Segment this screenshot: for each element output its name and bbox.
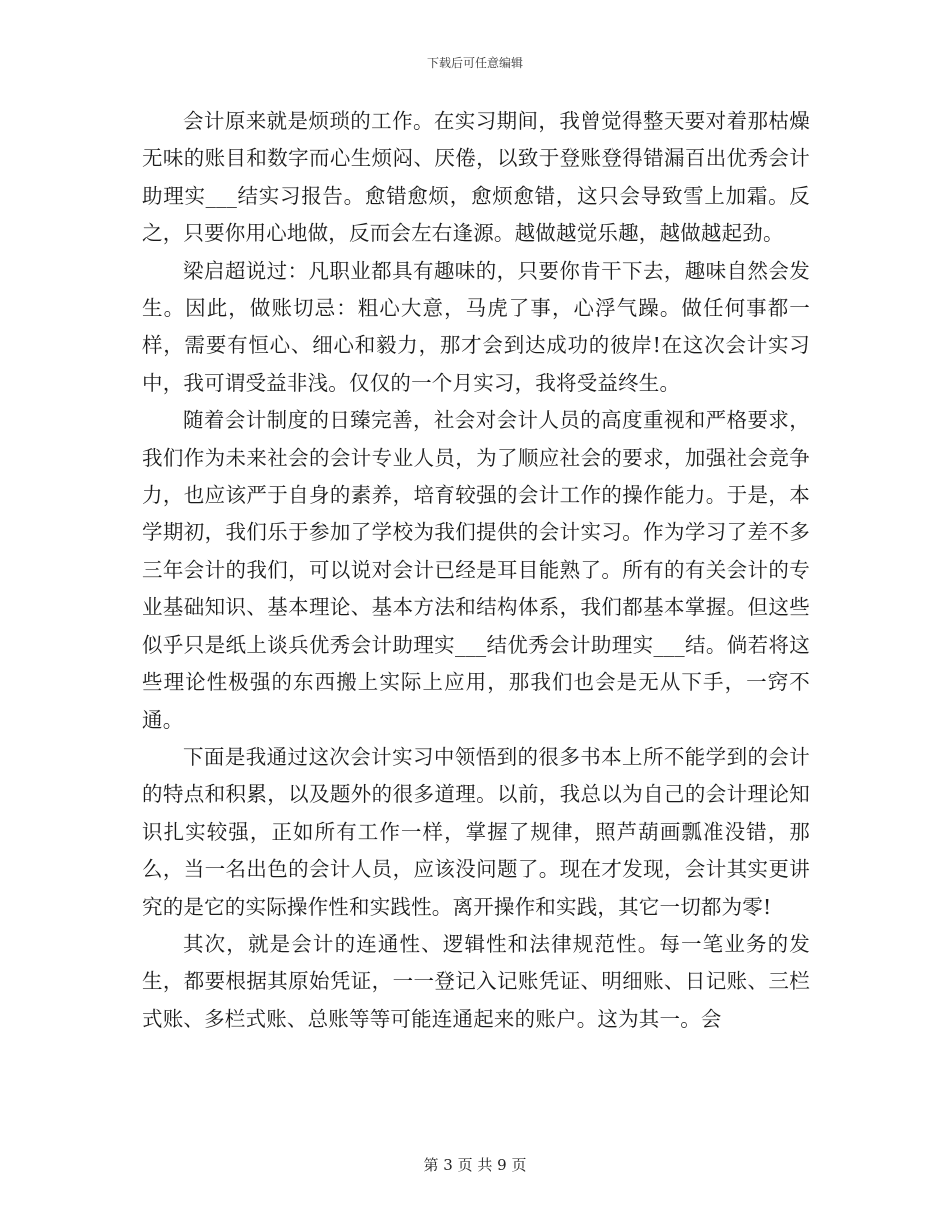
paragraph-3: 随着会计制度的日臻完善，社会对会计人员的高度重视和严格要求，我们作为未来社会的会计专业人员，为了顺应社会的要求，加强社会竞争力，也应该严于自身的素养，培育较强的会计工作的操作能力。于是，本学期初，我们乐于参加了学校为我们提供的会计实习。作为学习了差不多三年会计的我们，可以说对会计已经是耳目能熟了。所有的有关会计的专业基础知识、基本理论、基本方法和结构体系，我们都基本掌握。但这些似乎只是纸上谈兵优秀会计助理实___结优秀会计助理实___结。倘若将这些理论性极强的东西搬上实际上应用，那我们也会是无从下手，一窍不通。 — [142, 408, 810, 732]
document-body — [142, 103, 810, 1038]
paragraph-1: 会计原来就是烦琐的工作。在实习期间，我曾觉得整天要对着那枯燥无味的账目和数字而心生烦闷、厌倦，以致于登账登得错漏百出优秀会计助理实___结实习报告。愈错愈烦，愈烦愈错，这只会导致雪上加霜。反之，只要你用心地做，反而会左右逢源。越做越觉乐趣，越做越起劲。 — [142, 109, 810, 246]
paragraph-5: 其次，就是会计的连通性、逻辑性和法律规范性。每一笔业务的发生，都要根据其原始凭证，一一登记入记账凭证、明细账、日记账、三栏式账、多栏式账、总账等等可能连通起来的账户。这为其一。会 — [142, 931, 810, 1031]
paragraph-2: 梁启超说过：凡职业都具有趣味的，只要你肯干下去，趣味自然会发生。因此，做账切忌：粗心大意，马虎了事，心浮气躁。做任何事都一样，需要有恒心、细心和毅力，那才会到达成功的彼岸!在这次会计实习中，我可谓受益非浅。仅仅的一个月实习，我将受益终生。 — [142, 258, 810, 395]
page-header: 下载后可任意编辑 — [426, 56, 523, 70]
paragraph-4: 下面是我通过这次会计实习中领悟到的很多书本上所不能学到的会计的特点和积累，以及题外的很多道理。以前，我总以为自己的会计理论知识扎实较强，正如所有工作一样，掌握了规律，照芦葫画瓢准没错，那么，当一名出色的会计人员，应该没问题了。现在才发现，会计其实更讲究的是它的实际操作性和实践性。离开操作和实践，其它一切都为零! — [142, 744, 810, 919]
page-number: 第 3 页 共 9 页 — [423, 1156, 527, 1174]
